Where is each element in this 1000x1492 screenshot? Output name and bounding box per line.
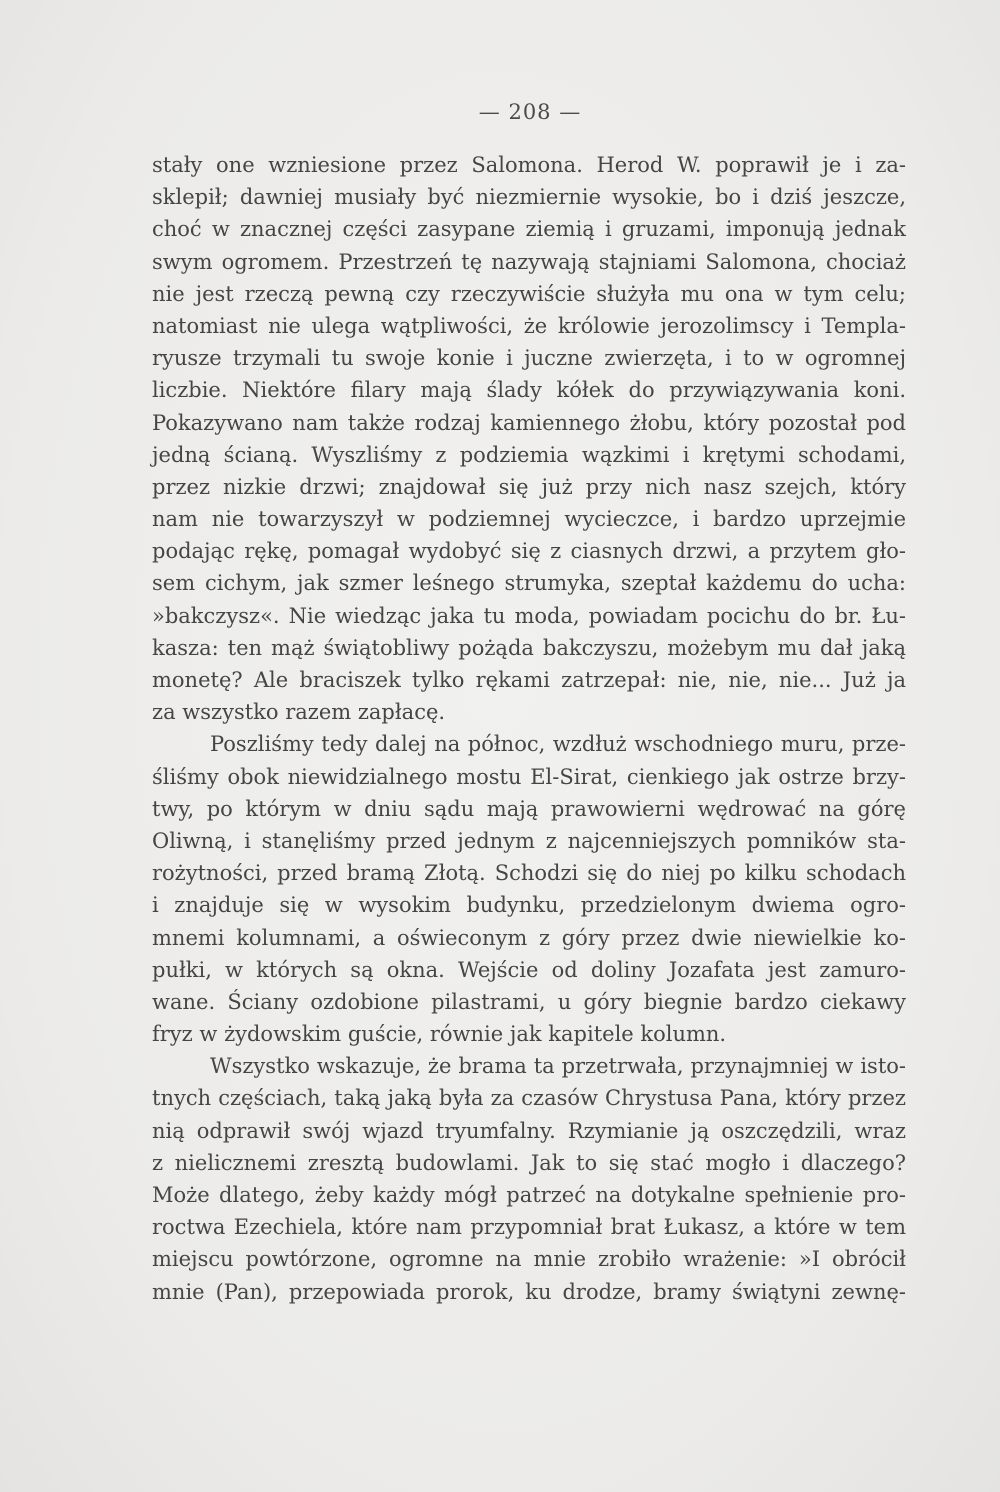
text-line: »bakczysz«. Nie wiedząc jaka tu moda, powiadam pocichu do br. Łu-	[152, 603, 906, 628]
text-line: Może dlatego, żeby każdy mógł patrzeć na dotykalne spełnienie pro-	[152, 1183, 906, 1207]
text-line: choć w znacznej części zasypane ziemią i gruzami, imponują jednak	[152, 217, 906, 242]
text-line: Oliwną, i stanęliśmy przed jednym z najcenniejszych pomników sta-	[152, 828, 906, 853]
text-line: natomiast nie ulega wątpliwości, że królowie jerozolimscy i Templa-	[152, 313, 906, 338]
text-line: nam nie towarzyszył w podziemnej wycieczce, i bardzo uprzejmie	[152, 507, 906, 532]
text-line: monetę? Ale braciszek tylko rękami zatrzepał: nie, nie, nie... Już ja	[152, 668, 906, 692]
text-line: Wszystko wskazuje, że brama ta przetrwała, przynajmniej w isto-	[210, 1054, 906, 1079]
text-line: tnych częściach, taką jaką była za czasów Chrystusa Pana, który przez	[152, 1086, 906, 1111]
text-line: stały one wzniesione przez Salomona. Herod W. poprawił je i za-	[152, 153, 906, 177]
text-line: Pokazywano nam także rodzaj kamiennego żłobu, który pozostał pod	[152, 410, 906, 435]
text-line: rożytności, przed bramą Złotą. Schodzi się do niej po kilku schodach	[152, 861, 906, 886]
text-line: ryusze trzymali tu swoje konie i juczne zwierzęta, i to w ogromnej	[152, 346, 906, 371]
text-line: Poszliśmy tedy dalej na północ, wzdłuż wschodniego muru, prze-	[210, 732, 906, 757]
text-line: mnemi kolumnami, a oświeconym z góry przez dwie niewielkie ko-	[152, 925, 906, 950]
page-number: — 208 —	[478, 100, 582, 124]
text-line: śliśmy obok niewidzialnego mostu El-Sirat, cienkiego jak ostrze brzy-	[152, 764, 906, 789]
text-line: mnie (Pan), przepowiada prorok, ku drodze, bramy świątyni zewnę-	[152, 1279, 906, 1304]
text-line: liczbie. Niektóre filary mają ślady kółek do przywiązywania koni.	[152, 378, 906, 403]
text-line: miejscu powtórzone, ogromne na mnie zrobiło wrażenie: »I obrócił	[152, 1247, 906, 1272]
text-line: i znajduje się w wysokim budynku, przedzielonym dwiema ogro-	[152, 893, 906, 918]
text-line: swym ogromem. Przestrzeń tę nazywają stajniami Salomona, chociaż	[152, 249, 906, 274]
text-line: fryz w żydowskim guście, równie jak kapitele kolumn.	[152, 1022, 727, 1047]
text-line: podając rękę, pomagał wydobyć się z ciasnych drzwi, a przytem gło-	[152, 539, 906, 564]
body-text	[152, 149, 906, 1308]
text-line: nie jest rzeczą pewną czy rzeczywiście służyła mu ona w tym celu;	[152, 281, 906, 306]
text-line: z nielicznemi zresztą budowlami. Jak to się stać mogło i dlaczego?	[152, 1150, 906, 1175]
text-line: nią odprawił swój wjazd tryumfalny. Rzymianie ją oszczędzili, wraz	[152, 1118, 906, 1143]
paragraph-1	[152, 149, 906, 728]
text-line: za wszystko razem zapłacę.	[152, 700, 446, 725]
text-line: kasza: ten mąż świątobliwy pożąda bakczyszu, możebym mu dał jaką	[152, 635, 906, 660]
paragraph-2	[152, 728, 906, 1050]
text-line: sklepił; dawniej musiały być niezmiernie wysokie, bo i dziś jeszcze,	[152, 185, 906, 210]
text-line: twy, po którym w dniu sądu mają prawowierni wędrować na górę	[152, 796, 906, 821]
text-line: sem cichym, jak szmer leśnego strumyka, szeptał każdemu do ucha:	[152, 571, 906, 596]
text-line: roctwa Ezechiela, które nam przypomniał brat Łukasz, a które w tem	[152, 1215, 906, 1240]
text-line: pułki, w których są okna. Wejście od doliny Jozafata jest zamuro-	[152, 957, 906, 982]
text-line: jedną ścianą. Wyszliśmy z podziemia wązkimi i krętymi schodami,	[152, 442, 906, 467]
text-line: wane. Ściany ozdobione pilastrami, u góry biegnie bardzo ciekawy	[152, 989, 906, 1014]
text-line: przez nizkie drzwi; znajdował się już przy nich nasz szejch, który	[152, 474, 906, 499]
paragraph-3	[152, 1050, 906, 1308]
